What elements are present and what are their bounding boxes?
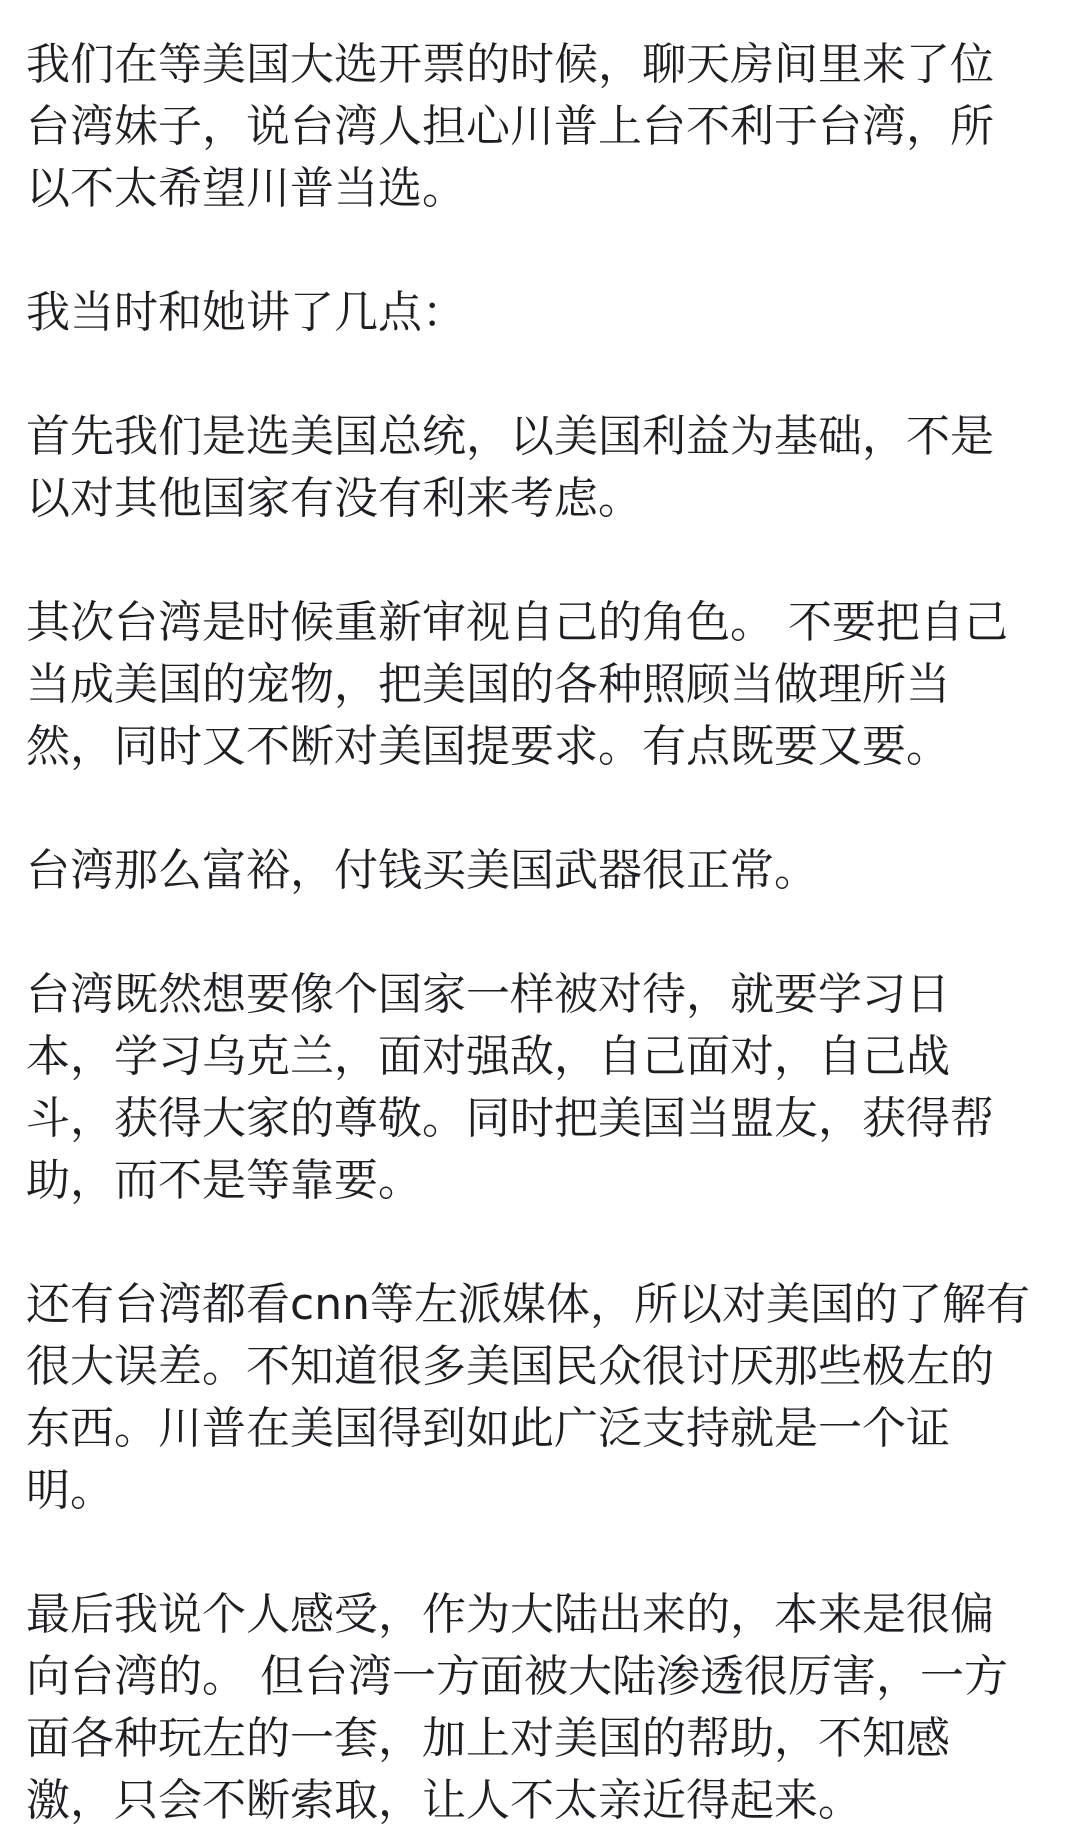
text-line: 最后我说个人感受，作为大陆出来的，本来是很偏 (26, 1589, 994, 1640)
text-line: 还有台湾都看cnn等左派媒体，所以对美国的了解有 (26, 1279, 1030, 1330)
text-line: 面各种玩左的一套，加上对美国的帮助，不知感 (26, 1713, 950, 1764)
text-line: 很大误差。不知道很多美国民众很讨厌那些极左的 (26, 1341, 994, 1392)
paragraph-2 (26, 282, 1058, 344)
text-line: 我们在等美国大选开票的时候，聊天房间里来了位 (26, 39, 994, 90)
text-line: 台湾那么富裕，付钱买美国武器很正常。 (26, 845, 818, 896)
text-line: 本，学习乌克兰，面对强敌，自己面对，自己战 (26, 1031, 950, 1082)
paragraph-7 (26, 1274, 1058, 1522)
text-line: 助，而不是等靠要。 (26, 1155, 422, 1206)
post-body (26, 34, 1058, 1832)
paragraph-8 (26, 1584, 1058, 1832)
text-line: 我当时和她讲了几点： (26, 287, 466, 338)
text-line: 向台湾的。 但台湾一方面被大陆渗透很厉害，一方 (26, 1651, 1008, 1702)
text-line: 台湾既然想要像个国家一样被对待，就要学习日 (26, 969, 950, 1020)
text-line: 东西。川普在美国得到如此广泛支持就是一个证 (26, 1403, 950, 1454)
paragraph-4 (26, 592, 1058, 778)
paragraph-3 (26, 406, 1058, 530)
text-line: 激，只会不断索取，让人不太亲近得起来。 (26, 1775, 862, 1826)
text-line: 斗，获得大家的尊敬。同时把美国当盟友，获得帮 (26, 1093, 994, 1144)
text-line: 其次台湾是时候重新审视自己的角色。 不要把自己 (26, 597, 1008, 648)
text-line: 以对其他国家有没有利来考虑。 (26, 473, 642, 524)
paragraph-1 (26, 34, 1058, 220)
text-line: 首先我们是选美国总统，以美国利益为基础，不是 (26, 411, 994, 462)
text-line: 明。 (26, 1465, 114, 1516)
paragraph-6 (26, 964, 1058, 1212)
text-line: 然，同时又不断对美国提要求。有点既要又要。 (26, 721, 950, 772)
text-line: 台湾妹子，说台湾人担心川普上台不利于台湾，所 (26, 101, 994, 152)
paragraph-5 (26, 840, 1058, 902)
text-line: 当成美国的宠物，把美国的各种照顾当做理所当 (26, 659, 950, 710)
text-line: 以不太希望川普当选。 (26, 163, 466, 214)
